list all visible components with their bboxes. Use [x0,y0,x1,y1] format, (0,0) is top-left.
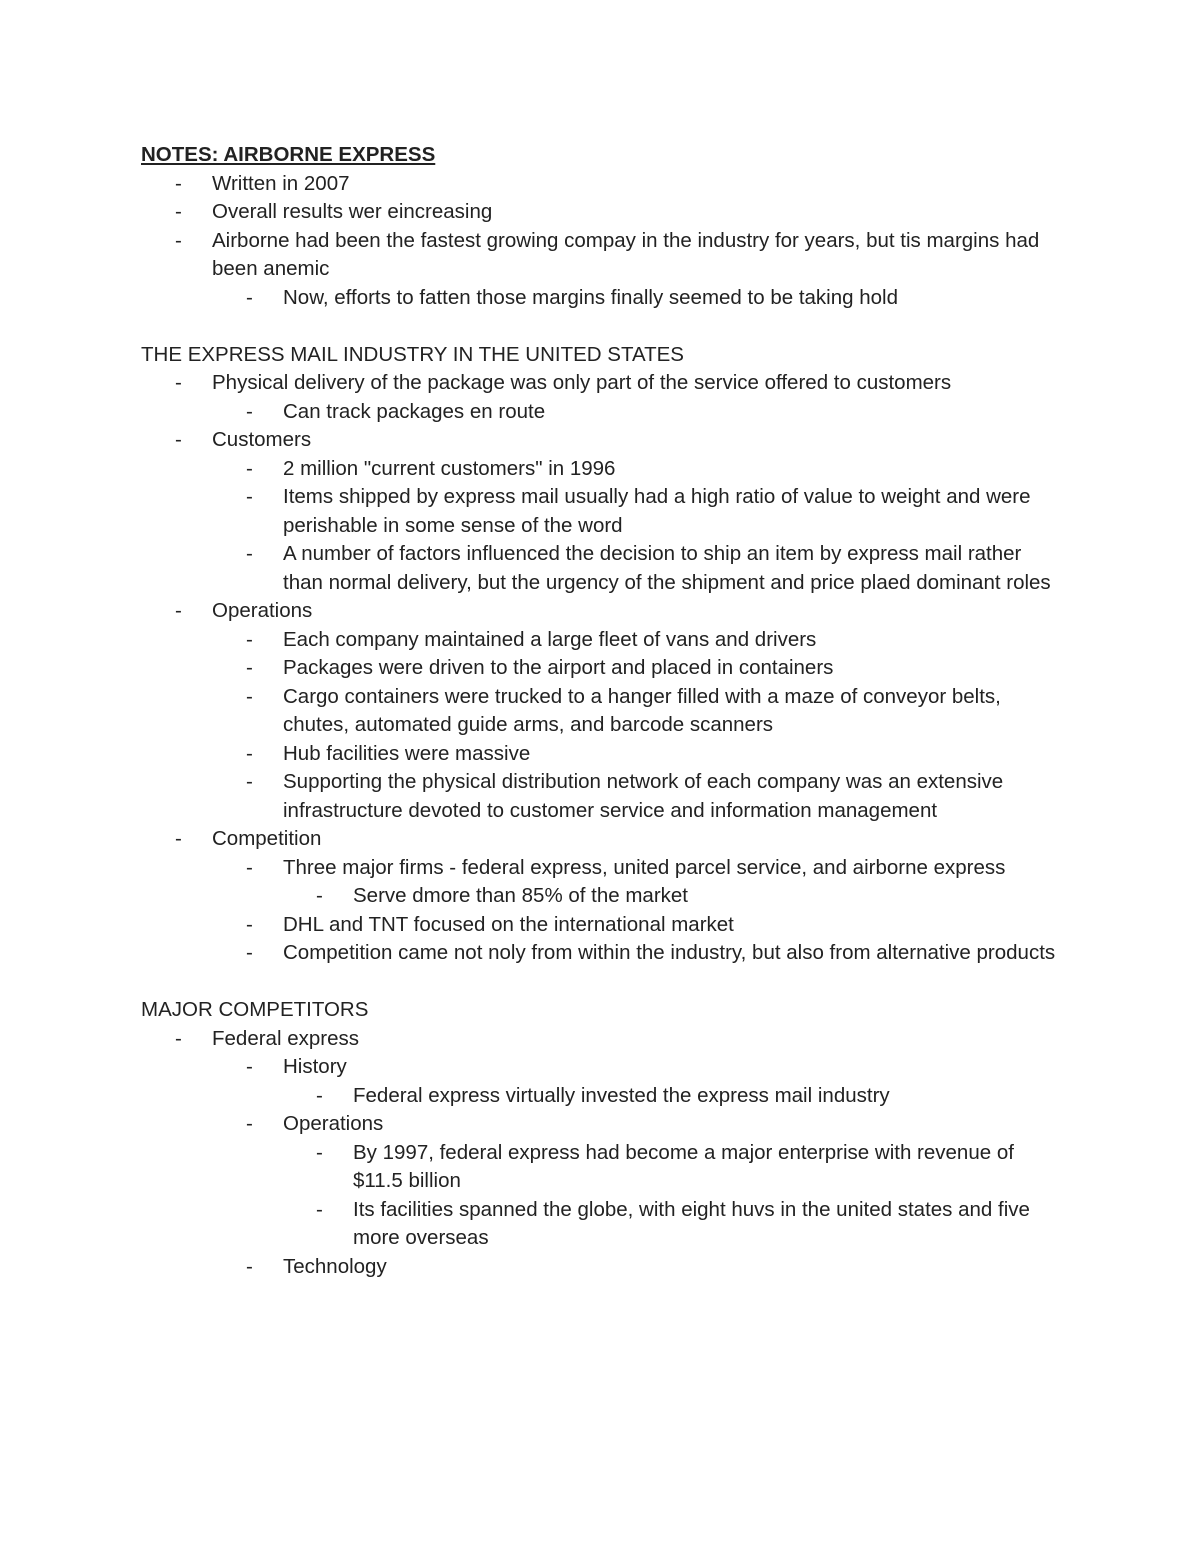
bullet-dash-icon: - [246,656,253,679]
list-item-row [141,597,1061,626]
list-item-text: Physical delivery of the package was only part of the service offered to customers [212,371,952,394]
list-item [141,626,1061,655]
bullet-dash-icon: - [246,855,253,879]
list-item [141,854,1061,883]
list-item [141,911,1061,940]
list-item-row [141,540,1061,597]
list-item-text: Technology [283,1254,387,1278]
bullet-dash-icon: - [175,371,182,394]
list-item-text: Customers [212,428,312,451]
list-item-text: Packages were driven to the airport and placed in containers [283,656,834,679]
list-item-row [141,911,1061,940]
list-item [141,369,1061,398]
list-item-row [141,170,1061,199]
list-item-text: Items shipped by express mail usually had a high ratio of value to weight and were perishable in some sense of the word [283,485,1031,537]
bullet-dash-icon: - [316,884,323,907]
list-item [141,882,1061,911]
bullet-dash-icon: - [175,1026,182,1050]
list-item [141,1253,1061,1282]
list-item [141,1082,1061,1111]
blank-line [141,312,1061,341]
list-item [141,654,1061,683]
list-item-text: History [283,1055,347,1078]
section-heading-major-competitors: MAJOR COMPETITORS [141,998,369,1021]
bullet-dash-icon: - [175,827,182,850]
list-item-text: Federal express virtually invested the express mail industry [353,1083,890,1107]
list-item-row [141,854,1061,883]
list-item [141,1139,1061,1196]
list-item-row [141,1253,1061,1282]
list-item-text: DHL and TNT focused on the international market [283,912,734,936]
bullet-dash-icon: - [246,741,253,765]
bullet-dash-icon: - [246,1254,253,1278]
list-item [141,227,1061,284]
list-item-row [141,768,1061,825]
list-item-row [141,198,1061,227]
list-item-row [141,483,1061,540]
list-item [141,939,1061,968]
list-item-text: Cargo containers were trucked to a hanger filled with a maze of conveyor belts, chutes, automated guide arms, and barcode scanners [283,684,1001,736]
bullet-dash-icon: - [246,1112,253,1135]
bullet-dash-icon: - [246,912,253,936]
list-item-text: Federal express [212,1026,359,1050]
list-item-text: Serve dmore than 85% of the market [353,884,689,907]
list-item-row [141,626,1061,655]
list-item-text: Operations [212,599,313,622]
list-item [141,483,1061,540]
list-item-row [141,455,1061,484]
list-item-text: Supporting the physical distribution network of each company was an extensive infrastructure devoted to customer service and information management [283,770,1004,822]
major-competitors-list [141,1025,1061,1282]
intro-list [141,170,1061,313]
bullet-dash-icon: - [246,1055,253,1078]
bullet-dash-icon: - [175,599,182,622]
list-item [141,1196,1061,1253]
list-item [141,740,1061,769]
list-item-row [141,740,1061,769]
bullet-dash-icon: - [316,1083,323,1107]
bullet-dash-icon: - [246,285,253,309]
list-item-row [141,683,1061,740]
list-item-row [141,369,1061,398]
list-item-row [141,398,1061,427]
list-item-text: Operations [283,1112,384,1135]
list-item-text: By 1997, federal express had become a major enterprise with revenue of $11.5 billion [353,1140,1014,1192]
list-item-row [141,284,1061,313]
list-item [141,768,1061,825]
list-item [141,683,1061,740]
bullet-dash-icon: - [246,399,253,423]
list-item-row [141,1082,1061,1111]
list-item-text: A number of factors influenced the decision to ship an item by express mail rather than normal delivery, but the urgency of the shipment and price plaed dominant roles [283,542,1051,594]
list-item [141,1053,1061,1082]
list-item-text: Competition came not noly from within the industry, but also from alternative products [283,941,1056,964]
bullet-dash-icon: - [175,228,182,252]
bullet-dash-icon: - [246,684,253,708]
bullet-dash-icon: - [246,627,253,651]
list-item-row [141,939,1061,968]
list-item-row [141,825,1061,854]
section-heading-express-mail-industry: THE EXPRESS MAIL INDUSTRY IN THE UNITED STATES [141,342,684,366]
list-item [141,1025,1061,1054]
list-item [141,398,1061,427]
list-item [141,1110,1061,1139]
bullet-dash-icon: - [246,456,253,480]
list-item-row [141,227,1061,284]
list-item-row [141,1110,1061,1139]
list-item [141,540,1061,597]
list-item-row [141,1025,1061,1054]
list-item [141,170,1061,199]
list-item-row [141,1053,1061,1082]
list-item-text: 2 million "current customers" in 1996 [283,456,616,480]
list-item-text: Its facilities spanned the globe, with eight huvs in the united states and five more overseas [353,1197,1030,1249]
bullet-dash-icon: - [246,770,253,793]
blank-line [141,968,1061,997]
bullet-dash-icon: - [316,1140,323,1164]
list-item [141,455,1061,484]
list-item [141,426,1061,455]
bullet-dash-icon: - [246,542,253,565]
list-item-text: Can track packages en route [283,399,546,423]
list-item-text: Hub facilities were massive [283,741,531,765]
list-item-text: Three major firms - federal express, united parcel service, and airborne express [283,855,1006,879]
list-item-text: Competition [212,827,322,850]
list-item [141,825,1061,854]
page-title: NOTES: AIRBORNE EXPRESS [141,143,436,166]
list-item-text: Written in 2007 [212,171,350,195]
document-content [141,141,1061,1281]
list-item [141,284,1061,313]
bullet-dash-icon: - [175,428,182,451]
list-item-text: Airborne had been the fastest growing compay in the industry for years, but tis margins had been anemic [212,228,1040,280]
list-item-text: Overall results wer eincreasing [212,200,493,223]
list-item-row [141,654,1061,683]
list-item-row [141,882,1061,911]
bullet-dash-icon: - [246,485,253,508]
bullet-dash-icon: - [175,200,182,223]
list-item-text: Each company maintained a large fleet of vans and drivers [283,627,817,651]
list-item-row [141,1196,1061,1253]
express-mail-industry-list [141,369,1061,968]
bullet-dash-icon: - [246,941,253,964]
list-item-text: Now, efforts to fatten those margins finally seemed to be taking hold [283,285,898,309]
bullet-dash-icon: - [175,171,182,195]
list-item [141,198,1061,227]
bullet-dash-icon: - [316,1197,323,1221]
list-item-row [141,426,1061,455]
list-item [141,597,1061,626]
list-item-row [141,1139,1061,1196]
